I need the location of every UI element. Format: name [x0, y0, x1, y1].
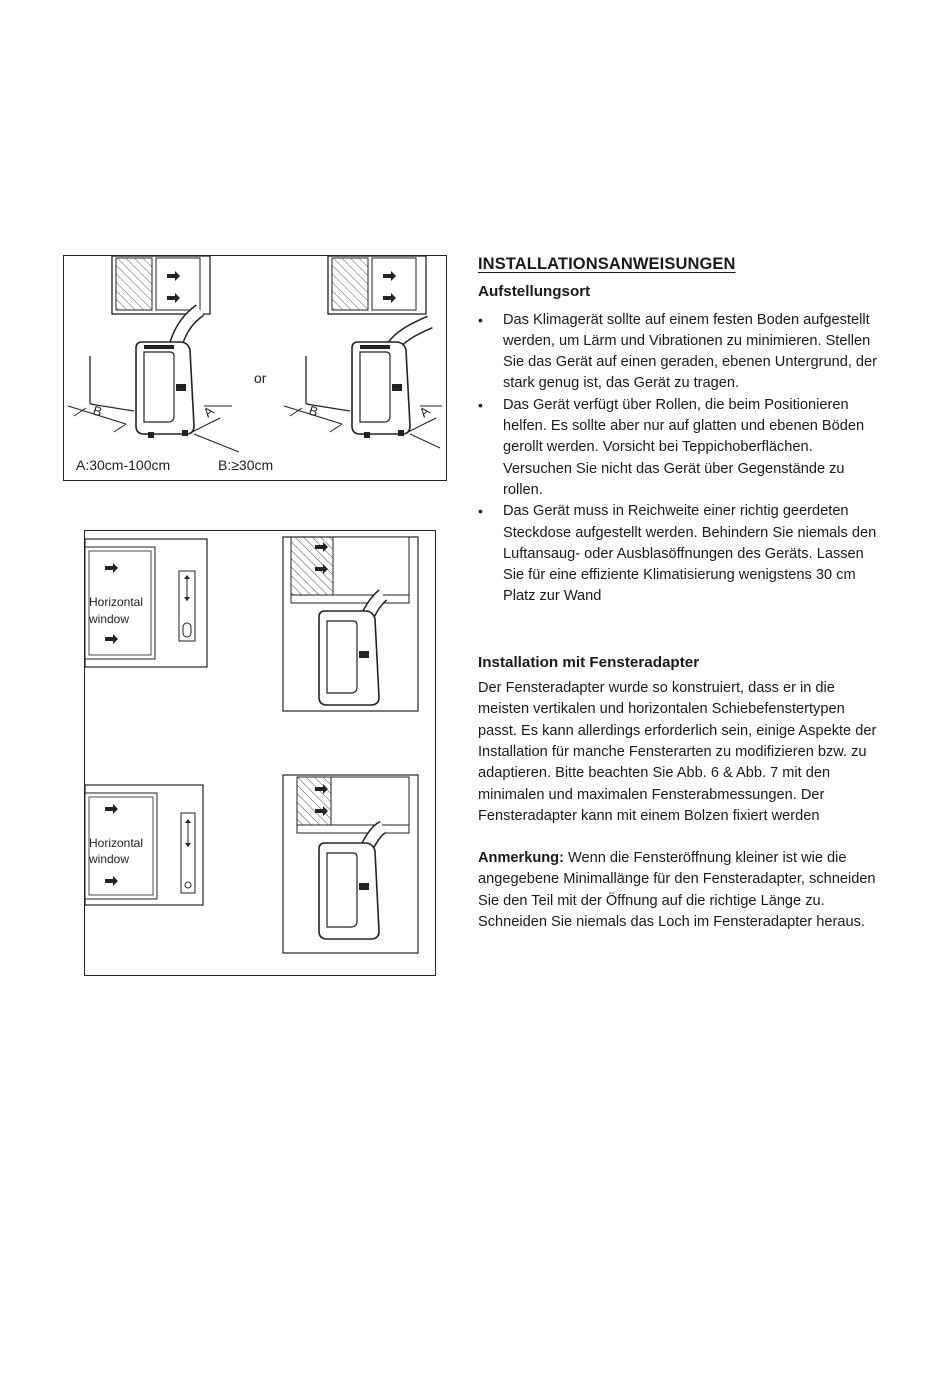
section-heading-location: Aufstellungsort: [478, 283, 591, 301]
horizontal-window-label: Horizontal: [89, 836, 144, 850]
air-conditioner-unit-icon: [136, 342, 194, 438]
caption-b: B:≥30cm: [218, 457, 274, 473]
placement-illustration: [64, 256, 445, 479]
dimension-b-label: B: [91, 402, 104, 420]
list-item: • Das Klimagerät sollte auf einem festen Boden aufgestellt werden, um Lärm und Vibrationen zu minimieren. Stellen Sie das Gerät auf einen geraden, ebenen Untergrund, der stark genug ist, das Gerät zu tragen.: [478, 310, 878, 395]
installed-unit-bottom: [283, 775, 418, 953]
left-scene: [68, 256, 239, 452]
air-conditioner-unit-icon: [352, 342, 410, 438]
page-title: INSTALLATIONSANWEISUNGEN: [478, 255, 736, 273]
installed-unit-top: [283, 537, 418, 711]
horizontal-window-top: [85, 539, 207, 667]
window-adapter-illustration: [85, 531, 434, 974]
air-conditioner-unit-icon: [319, 843, 379, 939]
note-label: Anmerkung:: [478, 850, 564, 867]
list-item: • Das Gerät muss in Reichweite einer richtig geerdeten Steckdose aufgestellt werden. Behindern Sie niemals den Luftansaug- oder Ausblasöffnungen des Geräts. Lassen Sie für eine effiziente Klimatisierung wenigstens 30 cm Platz zur Wand: [478, 501, 878, 607]
list-item: • Das Gerät verfügt über Rollen, die beim Positionieren helfen. Es sollte aber nur auf glatten und ebenen Böden gerollt werden. Vorsicht bei Teppichoberflächen. Versuchen Sie nicht das Gerät über Gegenstände zu rollen.: [478, 395, 878, 501]
dimension-b-label: B: [307, 402, 320, 420]
horizontal-window-label: Horizontal: [89, 595, 144, 609]
location-bullet-list: [478, 310, 878, 608]
dimension-a-label: A: [200, 403, 217, 421]
horizontal-window-bottom: [85, 785, 203, 905]
instructions-column: [478, 254, 878, 933]
right-scene: [284, 256, 442, 448]
horizontal-window-label: window: [89, 612, 130, 626]
window-adapter-figure: [84, 530, 436, 976]
air-conditioner-unit-icon: [319, 611, 379, 705]
section-heading-window-adapter: Installation mit Fensteradapter: [478, 653, 700, 671]
or-label: or: [254, 370, 267, 386]
dimension-a-label: A: [416, 403, 433, 421]
note-paragraph: [478, 848, 878, 933]
horizontal-window-label: window: [89, 852, 130, 866]
placement-figure: [63, 255, 447, 481]
caption-a: A:30cm-100cm: [76, 457, 171, 473]
window-adapter-paragraph: Der Fensteradapter wurde so konstruiert, dass er in die meisten vertikalen und horizontalen Schiebefenstertypen passt. Es kann allerdings erforderlich sein, einige Aspekte der Installation für manche Fensterarten zu modifizieren bzw. zu adaptieren. Bitte beachten Sie Abb. 6 & Abb. 7 mit den minimalen und maximalen Fensterabmessungen. Der Fensteradapter kann mit einem Bolzen fixiert werden: [478, 680, 877, 824]
note-body: Wenn die Fensteröffnung kleiner ist wie die angegebene Minimallänge für den Fensteradapter, schneiden Sie den Teil mit der Öffnung auf die richtige Länge zu. Schneiden Sie niemals das Loch im Fensteradapter heraus.: [478, 850, 876, 931]
